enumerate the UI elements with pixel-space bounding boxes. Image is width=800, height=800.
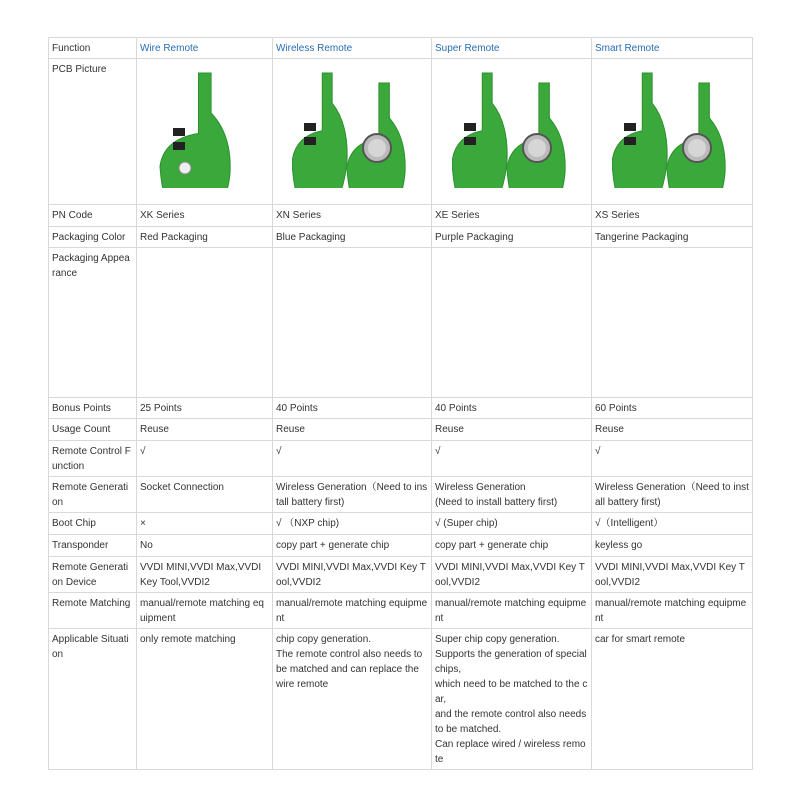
table-cell: manual/remote matching equipment — [273, 593, 432, 629]
table-cell: No — [137, 535, 273, 557]
header-row — [49, 38, 753, 59]
table-cell — [137, 248, 273, 398]
table-cell: VVDI MINI,VVDI Max,VVDI Key Tool,VVDI2 — [273, 557, 432, 593]
table-row — [49, 593, 753, 629]
table-row — [49, 535, 753, 557]
column-header: Super Remote — [432, 38, 592, 59]
table-cell: manual/remote matching equipment — [432, 593, 592, 629]
table-row — [49, 227, 753, 248]
table-cell: √ — [592, 441, 753, 477]
table-cell: VVDI MINI,VVDI Max,VVDI Key Tool,VVDI2 — [137, 557, 273, 593]
table-cell — [273, 248, 432, 398]
column-header: Wire Remote — [137, 38, 273, 59]
table-cell: Super chip copy generation. Supports the generation of special chips, which need to be matched to the car, and the remote control also needs to be matched. Can replace wired / wireless remote — [432, 629, 592, 770]
table-cell: Reuse — [137, 419, 273, 441]
table-cell: manual/remote matching equipment — [592, 593, 753, 629]
table-cell: √ （NXP chip) — [273, 513, 432, 535]
table-cell: XS Series — [592, 205, 753, 227]
table-row — [49, 557, 753, 593]
table-cell: Reuse — [432, 419, 592, 441]
table-cell: VVDI MINI,VVDI Max,VVDI Key Tool,VVDI2 — [592, 557, 753, 593]
table-cell: 40 Points — [273, 398, 432, 419]
table-cell: Wireless Generation（Need to install battery first) — [592, 477, 753, 513]
table-cell: XN Series — [273, 205, 432, 227]
row-label: Applicable Situation — [49, 629, 137, 770]
table-cell: VVDI MINI,VVDI Max,VVDI Key Tool,VVDI2 — [432, 557, 592, 593]
row-label: Packaging Color — [49, 227, 137, 248]
table-cell: only remote matching — [137, 629, 273, 770]
table-cell — [432, 248, 592, 398]
row-label: Bonus Points — [49, 398, 137, 419]
comparison-table — [48, 37, 753, 770]
pcb-picture — [432, 59, 592, 205]
table-cell: chip copy generation. The remote control also needs to be matched and can replace the wire remote — [273, 629, 432, 770]
table-cell: √ (Super chip) — [432, 513, 592, 535]
table-cell: XE Series — [432, 205, 592, 227]
table-cell: 25 Points — [137, 398, 273, 419]
table-cell: Socket Connection — [137, 477, 273, 513]
table-cell: Reuse — [592, 419, 753, 441]
table-cell: Wireless Generation（Need to install battery first) — [273, 477, 432, 513]
table-cell: manual/remote matching equipment — [137, 593, 273, 629]
table-cell: Tangerine Packaging — [592, 227, 753, 248]
table-cell: √ — [137, 441, 273, 477]
table-cell: √ — [273, 441, 432, 477]
row-label: Usage Count — [49, 419, 137, 441]
row-label: Packaging Appearance — [49, 248, 137, 398]
pcb-picture — [137, 59, 273, 205]
table-row — [49, 419, 753, 441]
row-label: Remote Generation — [49, 477, 137, 513]
row-label: Remote Control Function — [49, 441, 137, 477]
table-row — [49, 248, 753, 398]
table-cell: XK Series — [137, 205, 273, 227]
table-cell: √ — [432, 441, 592, 477]
table-cell: Purple Packaging — [432, 227, 592, 248]
table-cell: Wireless Generation (Need to install battery first) — [432, 477, 592, 513]
table-cell: √（Intelligent） — [592, 513, 753, 535]
table-row — [49, 398, 753, 419]
table-cell: Reuse — [273, 419, 432, 441]
table-row — [49, 477, 753, 513]
pcb-picture — [273, 59, 432, 205]
row-label: PN Code — [49, 205, 137, 227]
row-label: Remote Generation Device — [49, 557, 137, 593]
pcb-row — [49, 59, 753, 205]
table-cell: copy part + generate chip — [273, 535, 432, 557]
table-cell: keyless go — [592, 535, 753, 557]
table-cell: Blue Packaging — [273, 227, 432, 248]
row-label: Remote Matching — [49, 593, 137, 629]
table-cell: × — [137, 513, 273, 535]
pcb-picture — [592, 59, 753, 205]
table-row — [49, 205, 753, 227]
row-label: Boot Chip — [49, 513, 137, 535]
row-label: Transponder — [49, 535, 137, 557]
column-header: Smart Remote — [592, 38, 753, 59]
table-cell: car for smart remote — [592, 629, 753, 770]
table-row — [49, 629, 753, 770]
table-cell: 40 Points — [432, 398, 592, 419]
table-row — [49, 513, 753, 535]
table-cell: 60 Points — [592, 398, 753, 419]
table-row — [49, 441, 753, 477]
table-cell: Red Packaging — [137, 227, 273, 248]
table-cell: copy part + generate chip — [432, 535, 592, 557]
row-label: PCB Picture — [49, 59, 137, 205]
column-header: Wireless Remote — [273, 38, 432, 59]
table-cell — [592, 248, 753, 398]
row-label: Function — [49, 38, 137, 59]
